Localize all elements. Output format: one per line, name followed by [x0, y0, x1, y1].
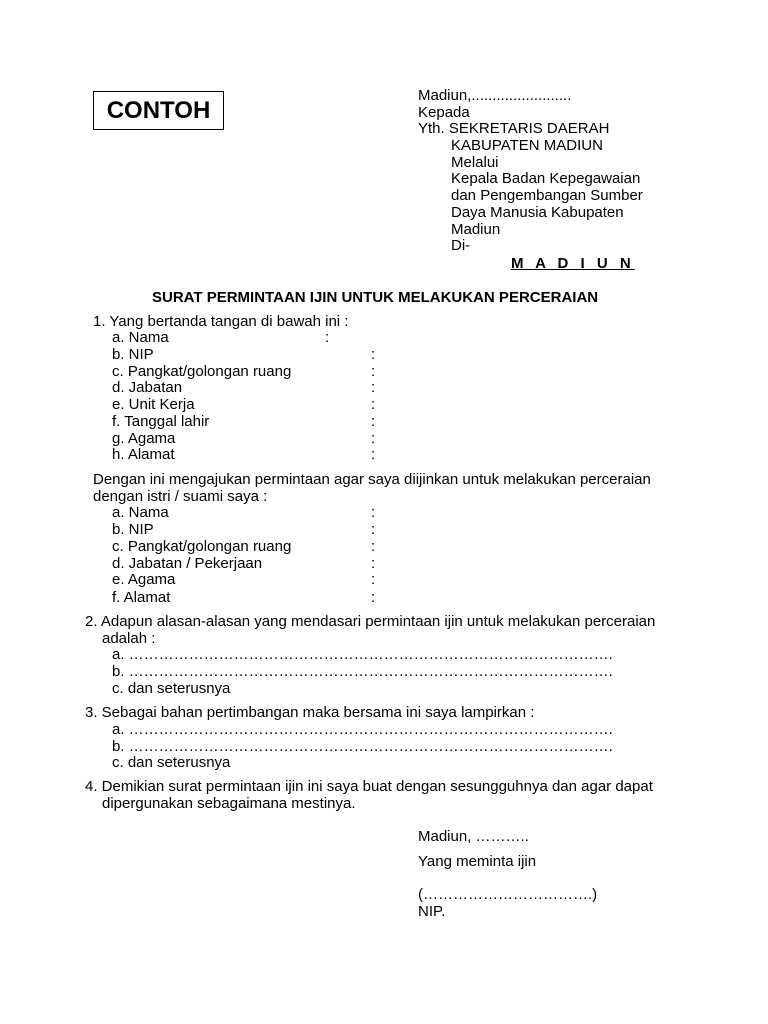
field-colon: : — [371, 504, 376, 521]
field-colon: : — [371, 446, 376, 463]
list-item: c. dan seterusnya — [112, 754, 231, 771]
address-line: Madiun — [451, 220, 501, 238]
address-line: KABUPATEN MADIUN — [451, 137, 603, 155]
field-colon: : — [371, 363, 376, 380]
recipient-line: Yth. SEKRETARIS DAERAH — [418, 120, 610, 138]
field-label: b. NIP — [112, 521, 154, 538]
address-city: M A D I U N — [511, 255, 635, 272]
list-item: a. ……………………………………………………………………………………. — [112, 721, 613, 738]
section2-line: adalah : — [102, 630, 156, 647]
section3-line: 3. Sebagai bahan pertimbangan maka bersama ini saya lampirkan : — [85, 704, 535, 721]
field-label: e. Agama — [112, 571, 176, 588]
field-label: e. Unit Kerja — [112, 396, 195, 413]
list-item: a. ……………………………………………………………………………………. — [112, 646, 613, 663]
address-block — [418, 87, 643, 254]
field-colon: : — [325, 329, 330, 346]
field-colon: : — [371, 346, 376, 363]
section1-intro: 1. Yang bertanda tangan di bawah ini : — [93, 313, 349, 330]
field-colon: : — [371, 430, 376, 447]
section4-line: dipergunakan sebagaimana mestinya. — [102, 795, 356, 812]
signature-name: (…………………………….) — [418, 886, 598, 903]
list-item: b. ……………………………………………………………………………………. — [112, 663, 613, 680]
field-label: f. Alamat — [112, 589, 171, 606]
section4-line: 4. Demikian surat permintaan ijin ini saya buat dengan sesungguhnya dan agar dapat — [85, 778, 653, 795]
address-line: Kepala Badan Kepegawaian — [451, 170, 641, 188]
address-line: dan Pengembangan Sumber — [451, 187, 643, 205]
field-colon: : — [371, 413, 376, 430]
field-label: f. Tanggal lahir — [112, 413, 210, 430]
list-item: c. dan seterusnya — [112, 680, 231, 697]
field-colon: : — [371, 396, 376, 413]
field-colon: : — [371, 521, 376, 538]
field-label: d. Jabatan / Pekerjaan — [112, 555, 263, 572]
field-label: c. Pangkat/golongan ruang — [112, 538, 292, 555]
field-colon: : — [371, 589, 376, 606]
field-label: a. Nama — [112, 329, 169, 346]
field-label: b. NIP — [112, 346, 154, 363]
field-colon: : — [371, 538, 376, 555]
field-label: d. Jabatan — [112, 379, 183, 396]
field-colon: : — [371, 571, 376, 588]
signature-date: Madiun, ……….. — [418, 828, 529, 845]
contoh-stamp: CONTOH — [93, 91, 224, 130]
field-colon: : — [371, 379, 376, 396]
spouse-intro: Dengan ini mengajukan permintaan agar saya diijinkan untuk melakukan perceraian — [93, 471, 651, 488]
field-label: g. Agama — [112, 430, 176, 447]
signature-nip: NIP. — [418, 903, 446, 920]
address-line: Daya Manusia Kabupaten — [451, 203, 624, 221]
field-label: a. Nama — [112, 504, 169, 521]
section2-line: 2. Adapun alasan-alasan yang mendasari permintaan ijin untuk melakukan perceraian — [85, 613, 656, 630]
letter-title: SURAT PERMINTAAN IJIN UNTUK MELAKUKAN PERCERAIAN — [152, 289, 599, 306]
kepada-label: Kepada — [418, 103, 470, 121]
spouse-intro: dengan istri / suami saya : — [93, 488, 268, 505]
field-colon: : — [371, 555, 376, 572]
field-label: c. Pangkat/golongan ruang — [112, 363, 292, 380]
list-item: b. ……………………………………………………………………………………. — [112, 738, 613, 755]
signature-label: Yang meminta ijin — [418, 853, 537, 870]
address-line: Di- — [451, 237, 471, 255]
date-line: Madiun,........................ — [418, 87, 572, 104]
field-label: h. Alamat — [112, 446, 175, 463]
address-line: Melalui — [451, 153, 499, 171]
